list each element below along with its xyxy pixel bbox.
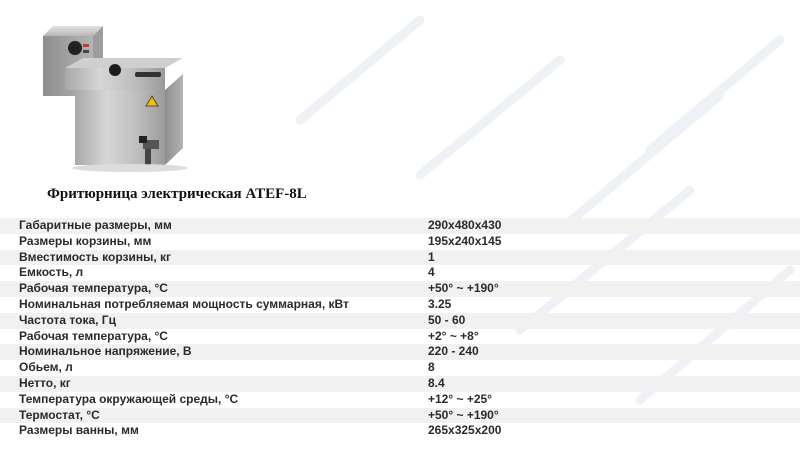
spec-row (0, 376, 800, 392)
spec-row (0, 234, 800, 250)
spec-label: Размеры ванны, мм (19, 423, 139, 438)
specs-table (0, 218, 800, 439)
spec-row (0, 313, 800, 329)
product-title: Фритюрница электрическая ATEF-8L (47, 186, 307, 202)
deep-fryer-image (35, 8, 195, 183)
spec-row (0, 265, 800, 281)
spec-value: 290x480x430 (428, 218, 502, 232)
spec-row (0, 408, 800, 424)
spec-value: 220 - 240 (428, 344, 479, 359)
spec-value: +50° ~ +190° (428, 407, 499, 422)
spec-row (0, 218, 800, 234)
spec-label: Номинальная потребляемая мощность суммарная, кВт (19, 296, 349, 311)
spec-label: Рабочая температура, °С (19, 281, 168, 296)
spec-row (0, 297, 800, 313)
spec-label: Емкость, л (19, 265, 84, 280)
spec-row (0, 392, 800, 408)
spec-value: 1 (428, 249, 435, 264)
spec-row (0, 329, 800, 345)
spec-value: +2° ~ +8° (428, 328, 479, 343)
spec-label: Вместимость корзины, кг (19, 249, 171, 264)
spec-label: Обьем, л (19, 360, 73, 375)
spec-value: +12° ~ +25° (428, 391, 492, 406)
spec-label: Термостат, °С (19, 407, 100, 422)
spec-label: Размеры корзины, мм (19, 233, 152, 248)
spec-label: Рабочая температура, °С (19, 328, 168, 343)
spec-value: 4 (428, 265, 435, 280)
spec-label: Номинальное напряжение, В (19, 344, 192, 359)
spec-value: 265x325x200 (428, 423, 502, 438)
spec-row (0, 281, 800, 297)
spec-value: 8 (428, 360, 435, 375)
spec-label: Габаритные размеры, мм (19, 218, 172, 232)
spec-value: 3.25 (428, 296, 452, 311)
spec-label: Нетто, кг (19, 375, 71, 390)
spec-row (0, 344, 800, 360)
spec-value: 195x240x145 (428, 233, 502, 248)
spec-row (0, 360, 800, 376)
spec-label: Частота тока, Гц (19, 312, 116, 327)
spec-row (0, 250, 800, 266)
spec-value: 8.4 (428, 375, 445, 390)
spec-label: Температура окружающей среды, °С (19, 391, 239, 406)
spec-value: 50 - 60 (428, 312, 466, 327)
spec-value: +50° ~ +190° (428, 281, 499, 296)
spec-row (0, 423, 800, 439)
